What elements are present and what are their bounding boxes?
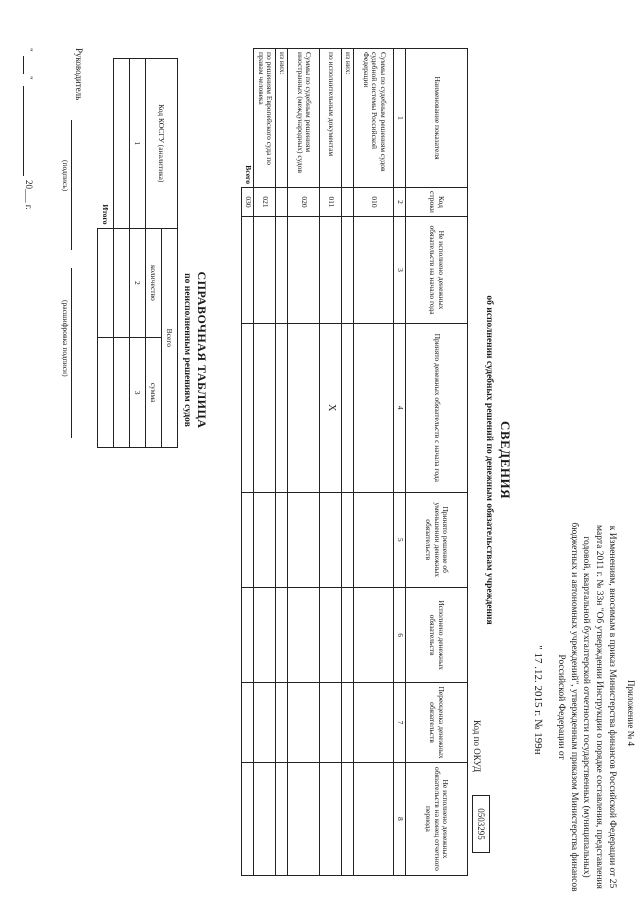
okud-label: Код по ОКУД bbox=[472, 720, 482, 773]
column-number: 1 bbox=[130, 59, 146, 229]
row-code: 010 bbox=[354, 188, 394, 217]
reference-table bbox=[97, 58, 178, 448]
column-number: 2 bbox=[130, 228, 146, 338]
ref-total-label: Итого bbox=[98, 59, 114, 229]
column-number: 3 bbox=[394, 216, 406, 323]
appendix-text: к Изменениям, вносимым в приказ Министерства финансов Российской Федерации от 25 марта 2011 г. № 33н "Об утверждении Инструкции о порядке составления, представления годовой, квартальной бухгалтерской отчетности государственных (муниципальных) бюджетных и автономных учреждений", утвержденным приказом Министерства финансов Российской Федерации от bbox=[555, 522, 617, 892]
column-number: 2 bbox=[394, 188, 406, 217]
row-name: Суммы по судебным решениям судов судебной системы Российской Федерации bbox=[354, 49, 394, 188]
head-label: Руководитель bbox=[74, 48, 84, 101]
row-name: по решениям Европейского суда по правам человека bbox=[254, 49, 276, 188]
sum-header: сумма bbox=[146, 338, 162, 448]
column-number: 3 bbox=[130, 338, 146, 448]
row-code: 020 bbox=[288, 188, 320, 217]
header-cell: Принято решение об уменьшении денежных обязательств bbox=[406, 492, 468, 587]
row-name: из них: bbox=[342, 49, 354, 188]
decode-line bbox=[71, 268, 72, 438]
date-year: 20___ г. bbox=[24, 180, 34, 210]
report-subtitle: об исполнении судебных решений по денежным обязательствам учреждения bbox=[484, 295, 494, 625]
kosgu-header: Код КОСГУ (аналитика) bbox=[146, 59, 178, 229]
column-number: 5 bbox=[394, 492, 406, 587]
table-row bbox=[276, 49, 288, 876]
column-number: 8 bbox=[394, 762, 406, 875]
header-cell: Исполнено денежных обязательств bbox=[406, 587, 468, 682]
date-day-line bbox=[23, 56, 24, 74]
row-code: 011 bbox=[320, 188, 342, 217]
table-row bbox=[354, 49, 394, 876]
header-cell: Не исполнено денежных обязательств на конец отчетного периода bbox=[406, 762, 468, 875]
column-number: 6 bbox=[394, 587, 406, 682]
ref-number-row bbox=[130, 59, 146, 448]
table-number-row bbox=[394, 49, 406, 876]
ref-total-row bbox=[98, 59, 114, 448]
table-header-row bbox=[406, 49, 468, 876]
table-row bbox=[320, 49, 342, 876]
main-table bbox=[241, 48, 468, 876]
signature-caption: (подпись) bbox=[61, 160, 70, 192]
row-code bbox=[276, 188, 288, 217]
qty-header: количество bbox=[146, 228, 162, 338]
date-close-quote: " bbox=[24, 76, 34, 80]
x-mark: X bbox=[320, 324, 342, 492]
table-row bbox=[288, 49, 320, 876]
total-code: 030 bbox=[242, 188, 254, 217]
header-cell: Не исполнено денежных обязательств на начало года bbox=[406, 216, 468, 323]
row-name: Суммы по судебным решениям иностранных (международных) судов bbox=[288, 49, 320, 188]
ref-header-row bbox=[162, 59, 178, 448]
okud-code: 0503295 bbox=[476, 808, 486, 840]
okud-code-box bbox=[472, 795, 490, 853]
row-name: по исполнительным документам bbox=[320, 49, 342, 188]
total-label: Всего bbox=[243, 165, 253, 185]
total-header: Всего bbox=[162, 228, 178, 447]
report-title: СВЕДЕНИЯ bbox=[498, 421, 513, 499]
signature-line bbox=[71, 120, 72, 250]
header-cell: Наименование показателя bbox=[406, 49, 468, 188]
total-row bbox=[242, 49, 254, 876]
column-number: 1 bbox=[394, 49, 406, 188]
row-name: из них: bbox=[276, 49, 288, 188]
header-cell: Код строки bbox=[406, 188, 468, 217]
date-month-line bbox=[23, 86, 24, 176]
row-code: 021 bbox=[254, 188, 276, 217]
appendix-number: Приложение № 4 bbox=[626, 680, 636, 746]
date-open-quote: " bbox=[24, 48, 34, 52]
table-row bbox=[342, 49, 354, 876]
ref-table-subtitle: по неисполненным решениям судов bbox=[182, 273, 192, 427]
column-number: 4 bbox=[394, 324, 406, 492]
ref-data-row bbox=[114, 59, 130, 448]
header-cell: Переоценка денежных обязательств bbox=[406, 683, 468, 763]
ref-table-title: СПРАВОЧНАЯ ТАБЛИЦА bbox=[195, 271, 209, 429]
decode-caption: (расшифровка подписи) bbox=[61, 300, 70, 377]
row-code bbox=[342, 188, 354, 217]
column-number: 7 bbox=[394, 683, 406, 763]
appendix-date-line: " 17 .12. 2015 г. № 199н bbox=[532, 645, 544, 755]
table-row bbox=[254, 49, 276, 876]
header-cell: Принято денежных обязательств с начала года bbox=[406, 324, 468, 492]
